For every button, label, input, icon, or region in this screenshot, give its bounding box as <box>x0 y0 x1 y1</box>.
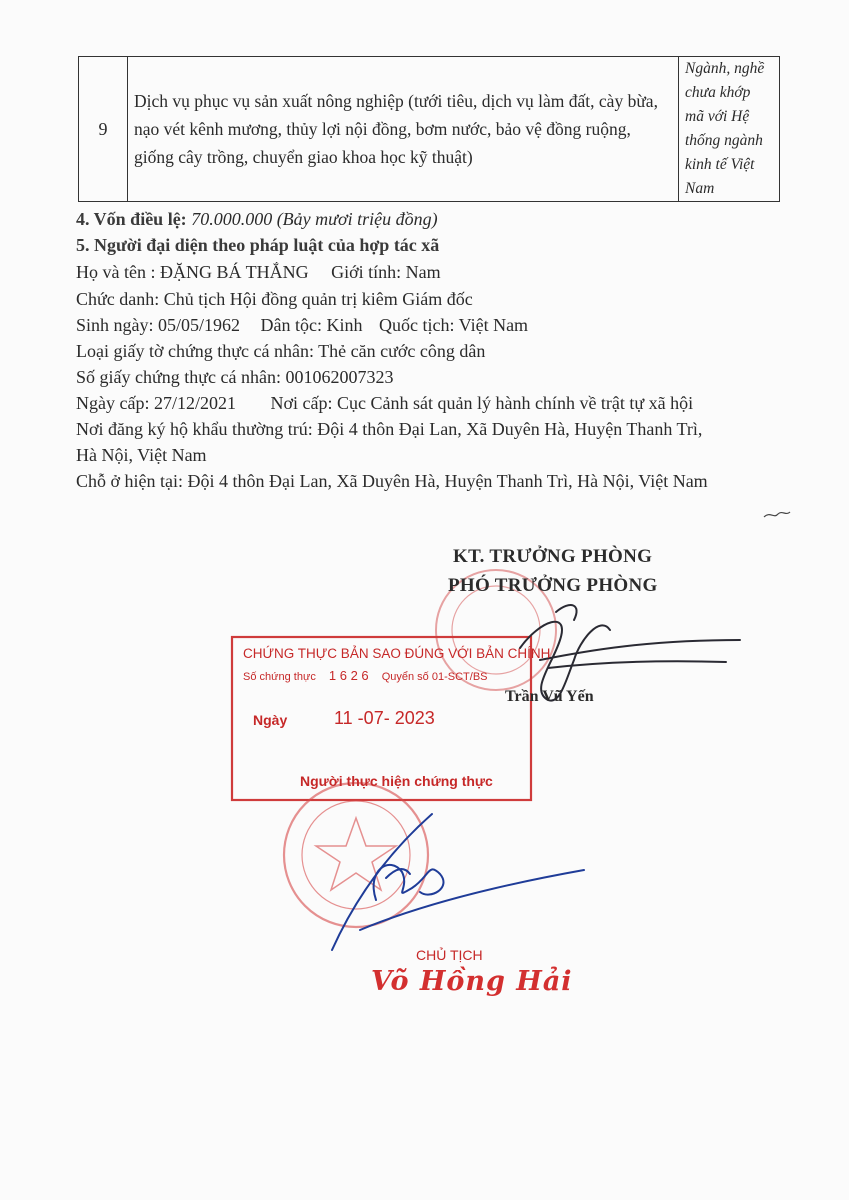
rep-issue-date: Ngày cấp: 27/12/2021 <box>76 393 236 413</box>
row-note: Ngành, nghề chưa khớp mã với Hệ thống ngành kinh tế Việt Nam <box>679 57 780 202</box>
rep-nationality: Quốc tịch: Việt Nam <box>379 315 529 335</box>
chairman-signature <box>332 814 584 950</box>
certification-title: CHỨNG THỰC BẢN SAO ĐÚNG VỚI BẢN CHÍNH <box>243 646 551 661</box>
rep-current-address: Chỗ ở hiện tại: Đội 4 thôn Đại Lan, Xã Duyên Hà, Huyện Thanh Trì, Hà Nội, Việt Nam <box>76 471 708 491</box>
chairman-role: CHỦ TỊCH <box>416 947 483 963</box>
certification-number-label: Số chứng thực <box>243 671 316 683</box>
certification-book: Quyển số 01-SCT/BS <box>381 671 488 683</box>
representative-heading: 5. Người đại diện theo pháp luật của hợp tác xã <box>76 235 440 255</box>
department-signer-name: Trần Vũ Yến <box>505 688 594 705</box>
rep-id-type: Loại giấy tờ chứng thực cá nhân: Thẻ căn cước công dân <box>76 341 486 361</box>
rep-id-number: Số giấy chứng thực cá nhân: 001062007323 <box>76 367 394 387</box>
initials-mark <box>764 512 790 517</box>
chairman-name: Võ Hồng Hải <box>371 966 573 997</box>
certification-date-label: Ngày <box>253 712 288 728</box>
rep-name: Họ và tên : ĐẶNG BÁ THẮNG <box>76 262 309 282</box>
rep-birth: Sinh ngày: 05/05/1962 <box>76 315 241 335</box>
rep-residence-2: Hà Nội, Việt Nam <box>76 445 207 465</box>
capital-in-words: (Bảy mươi triệu đồng) <box>276 209 438 229</box>
capital-label: 4. Vốn điều lệ: <box>76 209 187 229</box>
certification-number-value: 1 6 2 6 <box>328 668 369 683</box>
rep-residence-1: Nơi đăng ký hộ khẩu thường trú: Đội 4 thôn Đại Lan, Xã Duyên Hà, Huyện Thanh Trì, <box>76 419 703 439</box>
certification-performer: Người thực hiện chứng thực <box>300 773 493 789</box>
signature-title-1: KT. TRƯỞNG PHÒNG <box>453 546 653 567</box>
rep-issue-place: Nơi cấp: Cục Cảnh sát quản lý hành chính về trật tự xã hội <box>270 393 694 413</box>
row-number: 9 <box>79 57 128 202</box>
rep-gender: Giới tính: Nam <box>331 262 441 282</box>
certification-date-value: 11 -07- 2023 <box>334 708 435 728</box>
signature-title-2: PHÓ TRƯỞNG PHÒNG <box>448 575 658 596</box>
row-description: Dịch vụ phục vụ sản xuất nông nghiệp (tưới tiêu, dịch vụ làm đất, cày bừa, nạo vét kênh mương, thủy lợi nội đồng, bơm nước, bảo vệ đồng ruộng, giống cây trồng, chuyển giao khoa học kỹ thuật) <box>128 57 679 202</box>
capital-amount: 70.000.000 <box>191 209 273 229</box>
rep-position: Chức danh: Chủ tịch Hội đồng quản trị kiêm Giám đốc <box>76 289 473 309</box>
department-signature <box>520 605 740 701</box>
rep-ethnicity: Dân tộc: Kinh <box>260 315 363 335</box>
certification-number-line <box>243 668 488 683</box>
